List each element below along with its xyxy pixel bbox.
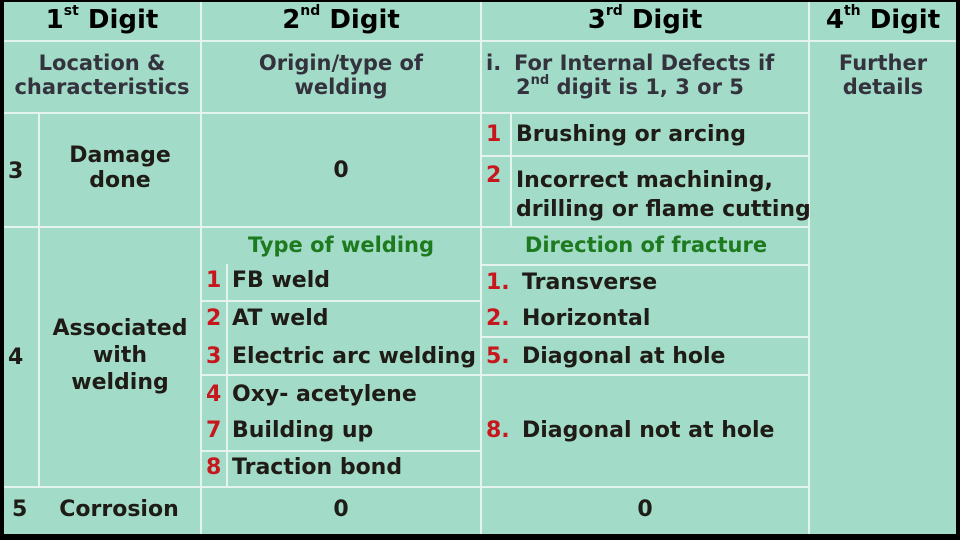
- row5-description: Corrosion: [59, 497, 179, 522]
- fracture-num: 1.: [486, 270, 510, 295]
- grid-line: [482, 336, 810, 338]
- grid-line: [226, 264, 228, 486]
- welding-type-title: Type of welding: [247, 233, 435, 257]
- header-digit-2: 2nd Digit: [282, 3, 400, 35]
- welding-type-label: FB weld: [232, 268, 330, 293]
- grid-line: [200, 300, 480, 302]
- row3-item-label: Incorrect machining, drilling or flame cutting: [516, 168, 811, 222]
- grid-line: [482, 155, 810, 157]
- header-digit-4: 4th Digit: [825, 3, 941, 35]
- row5-origin: 0: [333, 497, 349, 522]
- row-code-4: 4: [8, 345, 24, 370]
- fracture-label: Diagonal at hole: [522, 344, 726, 369]
- grid-line: [510, 112, 512, 226]
- row-code-3: 3: [8, 159, 24, 184]
- subheader-location: Location & characteristics: [14, 51, 190, 99]
- row3-item-num: 2: [486, 163, 502, 188]
- subheader-further-details: Further details: [838, 51, 928, 99]
- subheader-origin: Origin/type of welding: [258, 51, 424, 99]
- row4-description: Associated with welding: [52, 316, 188, 395]
- row-code-5: 5: [12, 497, 28, 522]
- grid-line: [4, 486, 810, 488]
- fracture-label: Diagonal not at hole: [522, 418, 775, 443]
- row3-item-label: Brushing or arcing: [516, 122, 746, 147]
- header-digit-1: 1st Digit: [45, 3, 159, 35]
- welding-type-label: Electric arc welding: [232, 344, 477, 369]
- fracture-label: Horizontal: [522, 306, 651, 331]
- fracture-num: 8.: [486, 418, 510, 443]
- defect-code-table: [4, 2, 956, 534]
- welding-type-num: 4: [206, 382, 222, 407]
- grid-line: [200, 374, 810, 376]
- welding-type-label: Traction bond: [232, 455, 403, 480]
- header-digit-3: 3rd Digit: [587, 3, 703, 35]
- welding-type-num: 3: [206, 344, 222, 369]
- fracture-num: 2.: [486, 306, 510, 331]
- fracture-label: Transverse: [522, 270, 658, 295]
- welding-type-num: 7: [206, 418, 222, 443]
- fracture-direction-title: Direction of fracture: [524, 233, 768, 257]
- grid-line: [482, 264, 810, 266]
- subheader-internal-defects: For Internal Defects if 2nd digit is 1, 3 or 5: [514, 51, 775, 99]
- fracture-num: 5.: [486, 344, 510, 369]
- welding-type-label: AT weld: [232, 306, 329, 331]
- row3-description: Damage done: [69, 143, 171, 193]
- grid-line: [4, 112, 810, 114]
- subheader-prefix: i.: [486, 51, 502, 75]
- welding-type-num: 1: [206, 268, 222, 293]
- grid-line: [4, 226, 810, 228]
- row5-detail: 0: [637, 497, 653, 522]
- welding-type-label: Oxy- acetylene: [232, 382, 417, 407]
- row3-item-num: 1: [486, 122, 502, 147]
- welding-type-label: Building up: [232, 418, 374, 443]
- grid-line: [200, 450, 480, 452]
- grid-line: [480, 2, 482, 534]
- row3-origin: 0: [333, 158, 349, 183]
- welding-type-num: 2: [206, 306, 222, 331]
- welding-type-num: 8: [206, 455, 222, 480]
